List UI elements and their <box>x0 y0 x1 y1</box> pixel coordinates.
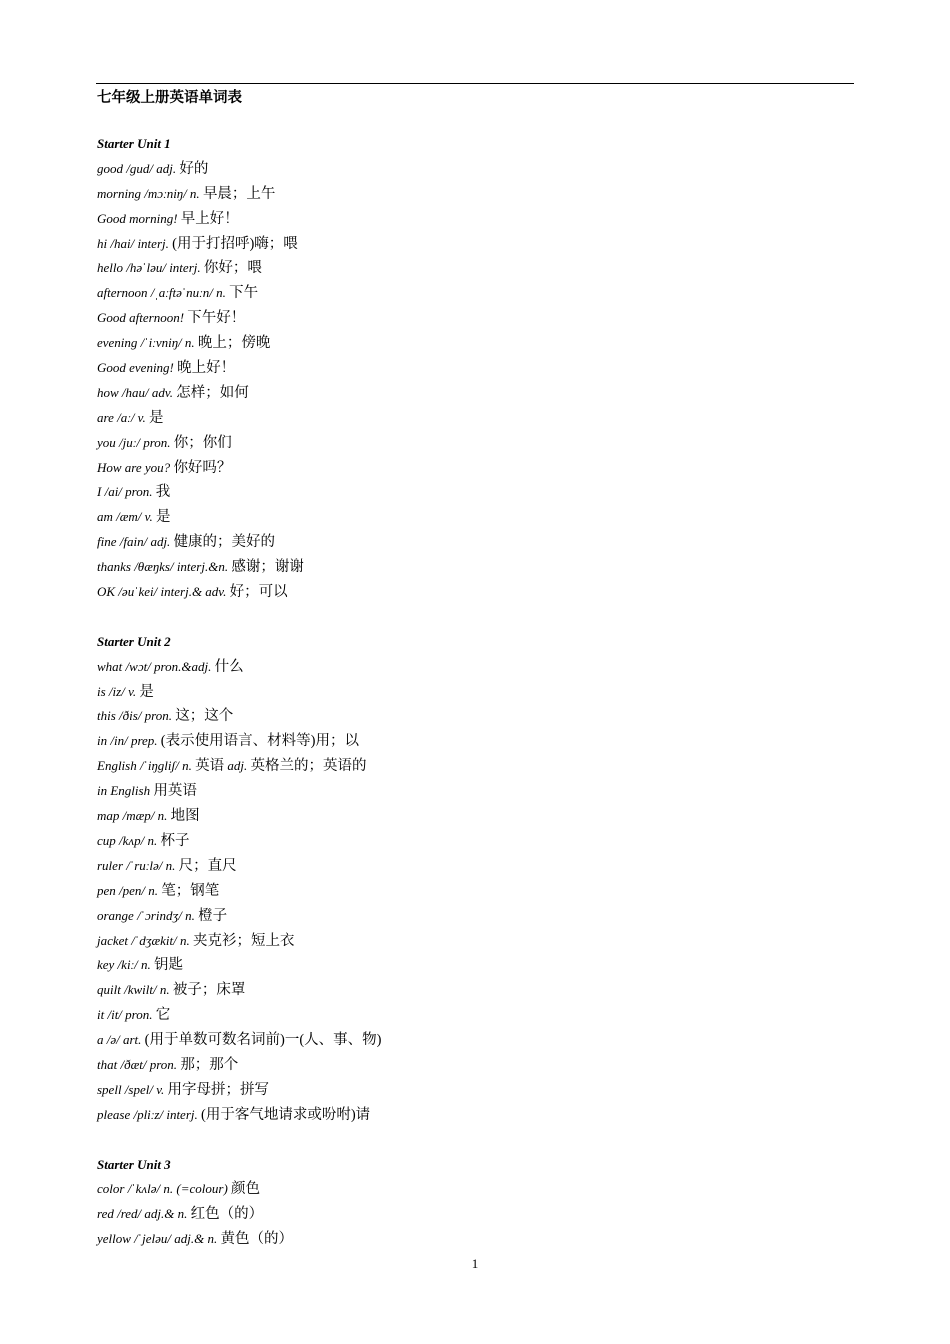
entry-chinese: 英语 <box>195 758 225 775</box>
header-rule <box>96 83 854 84</box>
entry-english: Good morning! <box>97 210 178 226</box>
entry-english: orange /ˈɔrindʒ/ n. <box>97 907 195 923</box>
entry-chinese: 它 <box>155 1007 171 1024</box>
entry-chinese: 好；可以 <box>229 584 288 601</box>
entry-chinese: 地图 <box>170 808 200 825</box>
entry-english: in /in/ prep. <box>97 733 158 749</box>
entry-english: Good afternoon! <box>97 310 185 326</box>
entry-english: ruler /ˈruːlə/ n. <box>97 857 176 873</box>
entry-chinese: 尺；直尺 <box>178 857 237 874</box>
entry-chinese: 钥匙 <box>154 957 184 974</box>
entry-english: afternoon /ˌaːftəˈnuːn/ n. <box>97 285 226 301</box>
entry-english: this /ðis/ pron. <box>97 708 173 724</box>
entry-chinese: 颜色 <box>231 1181 261 1198</box>
entry-chinese: 用字母拼；拼写 <box>167 1081 270 1098</box>
vocab-entry <box>97 505 837 530</box>
vocab-entry <box>97 331 837 356</box>
vocab-entry <box>97 1103 837 1128</box>
entry-chinese: 你好吗？ <box>173 459 232 476</box>
vocab-entry <box>97 779 837 804</box>
vocab-entry <box>97 456 837 481</box>
document-title: 七年级上册英语单词表 <box>97 90 242 106</box>
entry-chinese: 那；那个 <box>180 1056 239 1073</box>
entry-chinese: 杯子 <box>160 832 190 849</box>
vocab-entry <box>97 1003 837 1028</box>
entry-chinese: 什么 <box>214 658 244 675</box>
entry-chinese: 晚上；傍晚 <box>197 335 271 352</box>
vocab-entry <box>97 1078 837 1103</box>
vocab-entry <box>97 704 837 729</box>
entry-english: pen /pen/ n. <box>97 882 159 898</box>
entry-english: key /kiː/ n. <box>97 957 151 973</box>
entry-english: in English <box>97 783 151 799</box>
entry-chinese: 笔；钢笔 <box>161 882 220 899</box>
entry-chinese: 是 <box>155 509 171 526</box>
entry-english: morning /mɔːniŋ/ n. <box>97 185 200 201</box>
entry-english: a /ə/ art. <box>97 1032 142 1048</box>
entry-english: Good evening! <box>97 360 174 376</box>
entry-english: you /juː/ pron. <box>97 434 171 450</box>
entry-english: please /pliːz/ interj. <box>97 1106 198 1122</box>
vocab-entry <box>97 157 837 182</box>
section-spacer <box>97 1128 837 1153</box>
vocab-entry <box>97 281 837 306</box>
entry-chinese: 下午好！ <box>187 310 246 327</box>
entry-english: OK /əuˈkei/ interj.& adv. <box>97 584 227 600</box>
vocabulary-list <box>97 132 837 1252</box>
entry-english: spell /spel/ v. <box>97 1081 165 1097</box>
vocab-entry <box>97 680 837 705</box>
entry-chinese: (用于单数可数名词前)一(人、事、物) <box>144 1032 382 1049</box>
entry-chinese: 你好；喂 <box>203 260 262 277</box>
entry-english-second-pos: adj. <box>227 758 248 774</box>
entry-english: how /hau/ adv. <box>97 384 173 400</box>
entry-chinese: 怎样；如何 <box>176 384 249 401</box>
entry-chinese: (用于打招呼)嗨；喂 <box>172 235 298 252</box>
entry-chinese: 橙子 <box>198 907 228 924</box>
vocab-entry <box>97 356 837 381</box>
entry-chinese: 被子；床罩 <box>172 982 246 999</box>
vocab-entry <box>97 929 837 954</box>
entry-chinese: 晚上好！ <box>177 360 236 377</box>
entry-english: color /ˈkʌlə/ n. (=colour) <box>97 1181 228 1197</box>
vocab-entry <box>97 480 837 505</box>
vocab-entry <box>97 1202 837 1227</box>
entry-english: what /wɔt/ pron.&adj. <box>97 658 212 674</box>
vocab-entry <box>97 232 837 257</box>
entry-english: jacket /ˈdʒækit/ n. <box>97 932 190 948</box>
unit-heading: Starter Unit 1 <box>97 136 171 151</box>
vocab-entry <box>97 754 837 779</box>
entry-chinese: 是 <box>149 409 164 426</box>
entry-english: hi /hai/ interj. <box>97 235 169 251</box>
vocab-entry <box>97 207 837 232</box>
entry-english: is /iz/ v. <box>97 683 137 699</box>
entry-chinese: 红色（的） <box>190 1206 264 1223</box>
entry-chinese: 这；这个 <box>175 708 234 725</box>
vocab-entry <box>97 182 837 207</box>
vocab-entry <box>97 381 837 406</box>
entry-english: am /æm/ v. <box>97 509 153 525</box>
vocab-entry <box>97 829 837 854</box>
vocab-entry <box>97 1177 837 1202</box>
vocab-entry <box>97 904 837 929</box>
entry-english: cup /kʌp/ n. <box>97 832 158 848</box>
entry-chinese: 黄色（的） <box>220 1231 293 1248</box>
vocab-entry <box>97 729 837 754</box>
entry-chinese: 好的 <box>179 160 209 177</box>
unit-heading: Starter Unit 3 <box>97 1156 171 1172</box>
entry-chinese: (表示使用语言、材料等)用；以 <box>160 733 359 750</box>
entry-chinese: 感谢；谢谢 <box>231 559 304 576</box>
entry-chinese: 是 <box>139 683 154 700</box>
entry-english: good /gud/ adj. <box>97 160 177 176</box>
entry-english: fine /fain/ adj. <box>97 534 171 550</box>
vocab-entry <box>97 530 837 555</box>
vocab-entry <box>97 879 837 904</box>
vocab-entry <box>97 256 837 281</box>
entry-chinese-second-pos: 英格兰的；英语的 <box>250 758 367 775</box>
vocab-entry <box>97 555 837 580</box>
vocab-entry <box>97 406 837 431</box>
section-spacer <box>97 605 837 630</box>
unit-heading: Starter Unit 2 <box>97 633 171 649</box>
vocab-entry <box>97 1053 837 1078</box>
entry-english: map /mæp/ n. <box>97 808 168 824</box>
entry-chinese: 健康的；美好的 <box>173 534 276 551</box>
entry-chinese: 用英语 <box>153 783 197 800</box>
entry-english: hello /həˈləu/ interj. <box>97 260 201 276</box>
entry-english: are /aː/ v. <box>97 409 146 425</box>
entry-english: evening /ˈiːvniŋ/ n. <box>97 335 195 351</box>
vocab-entry <box>97 1227 837 1252</box>
vocab-entry <box>97 306 837 331</box>
vocab-entry <box>97 655 837 680</box>
vocab-entry <box>97 804 837 829</box>
entry-chinese: (用于客气地请求或吩咐)请 <box>201 1106 371 1123</box>
entry-chinese: 你；你们 <box>173 434 232 451</box>
page-number: 1 <box>471 1256 479 1271</box>
vocab-entry <box>97 854 837 879</box>
entry-english: thanks /θæŋks/ interj.&n. <box>97 559 229 575</box>
vocab-entry <box>97 953 837 978</box>
vocab-entry <box>97 978 837 1003</box>
entry-chinese: 我 <box>155 484 171 501</box>
entry-chinese: 早上好！ <box>180 210 239 227</box>
entry-english: How are you? <box>97 459 171 475</box>
entry-english: that /ðæt/ pron. <box>97 1056 178 1072</box>
entry-english: English /ˈiŋgliʃ/ n. <box>97 758 192 774</box>
vocab-entry <box>97 1028 837 1053</box>
entry-chinese: 早晨；上午 <box>202 185 276 202</box>
entry-chinese: 下午 <box>229 285 259 302</box>
entry-english: yellow /ˈjeləu/ adj.& n. <box>97 1231 218 1247</box>
vocab-entry <box>97 580 837 605</box>
entry-english: red /red/ adj.& n. <box>97 1206 188 1222</box>
vocab-entry <box>97 431 837 456</box>
entry-english: I /ai/ pron. <box>97 484 153 500</box>
entry-chinese: 夹克衫；短上衣 <box>193 932 295 949</box>
entry-english: quilt /kwilt/ n. <box>97 982 170 998</box>
entry-english: it /it/ pron. <box>97 1007 153 1023</box>
